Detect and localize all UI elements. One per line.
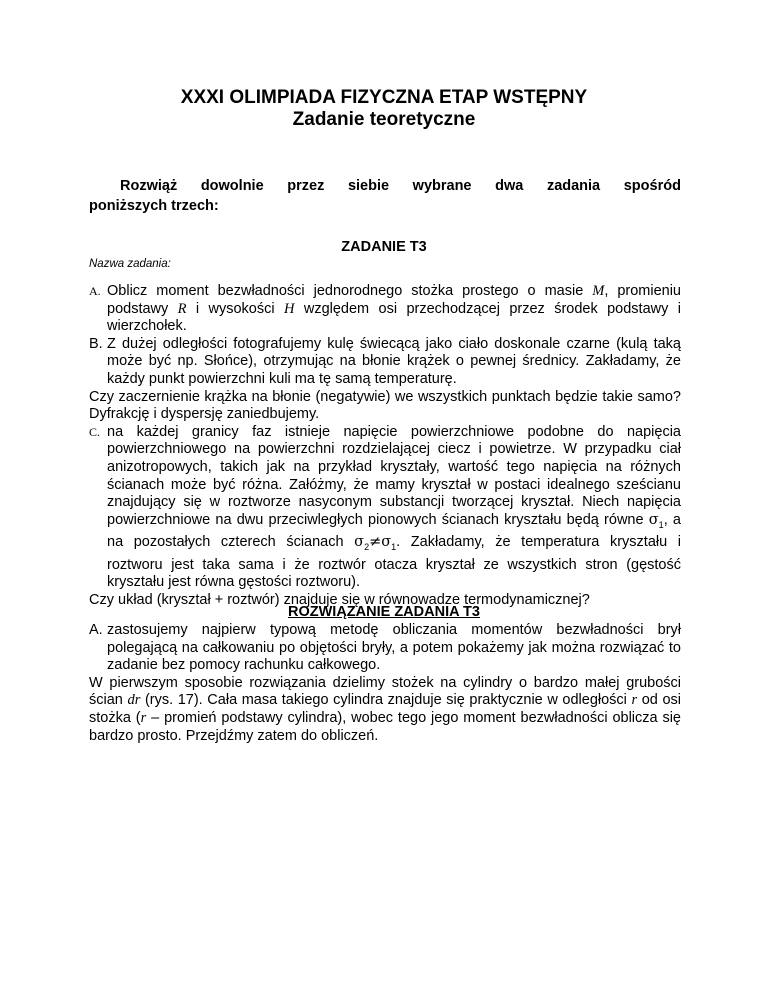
task-name-label: Nazwa zadania: [89,258,171,270]
solution-body [89,622,681,745]
task-a: A. Oblicz moment bezwładności jednorodnego stożka prostego o masie M, promieniu podstawy R i wysokości H względem osi przechodzącej przez środek podstawy i wierzchołek. [89,283,681,335]
intro-word: dwa [495,178,524,194]
task-c: C. na każdej granicy faz istnieje napięcie powierzchniowe podobne do napięcia powierzchniowego na powierzchni rozdzielającej ciecz i powietrze. W przypadku ciał anizotropowych, takich jak na przykład kryształy, wartość tego napięcia na różnych ścianach może być różna. Załóżmy, że mamy kryształ w postaci idealnego sześcianu znajdujący się w roztworze nasyconym substancji tworzącej kryształ. Niech napięcia powierzchniowe na dwu przeciwległych pionowych ścianach kryształu będą równe $\sigma_1$, a na pozostałych czterech ścianach $\sigma_2\ne\sigma_1$. Zakładamy, że temperatura kryształu i roztworu jest taka sama i że roztwór otacza kryształ ze wszystkich stron (gęstość kryształu jest równa gęstości roztworu). [89,423,681,591]
solution-a-label: A. [89,622,103,638]
intro-line-1 [120,176,681,196]
solution-a: A. zastosujemy najpierw typową metodę obliczania momentów bezwładności brył polegającą na całkowaniu po objętości bryły, a potem pokażemy jak można rozwiązać to zadanie bez pomocy rachunku całkowego. [89,622,681,674]
document-subtitle: Zadanie teoretyczne [292,109,476,130]
solution-paragraph: W pierwszym sposobie rozwiązania dzielimy stożek na cylindry o bardzo małej grubości ścian dr (rys. 17). Cała masa takiego cylindra znajduje się praktycznie w odległości r od osi stożka (r – promień podstawy cylindra), wobec tego jego moment bezwładności oblicza się bardzo prosto. Przejdźmy zatem do obliczeń. [89,674,681,744]
intro-word: dowolnie [200,178,264,194]
task-c-label: C. [89,424,101,439]
document-title: XXXI OLIMPIADA FIZYCZNA ETAP WSTĘPNY [180,87,588,108]
question-c: Czy układ (kryształ + roztwór) znajduje się w równowadze termodynamicznej? [89,591,590,608]
intro-line-2: poniższych trzech: [89,198,219,214]
question-b: Czy zaczernienie krążka na błonie (negatywie) we wszystkich punktach będzie takie samo? Dyfrakcję i dyspersję zaniedbujemy. [89,388,681,423]
task-b-label: B. [89,335,103,352]
task-a-label: A. [89,284,101,298]
task-body [89,283,681,609]
intro-word: wybrane [412,178,472,194]
intro-word: zadania [546,178,601,194]
intro-word: przez [287,178,325,194]
task-b: B. Z dużej odległości fotografujemy kulę świecącą jako ciało doskonale czarne (kulą taką może być np. Słońce), otrzymując na błonie krążek o pewnej średnicy. Zakładamy, że każdy punkt powierzchni kuli ma tę samą temperaturę. [89,335,681,387]
intro-word: Rozwiąż [120,178,178,194]
task-heading: ZADANIE T3 [341,239,427,255]
intro-word: spośród [623,178,681,194]
intro-word: siebie [347,178,390,194]
solution-heading: ROZWIĄZANIE ZADANIA T3 [288,604,480,620]
